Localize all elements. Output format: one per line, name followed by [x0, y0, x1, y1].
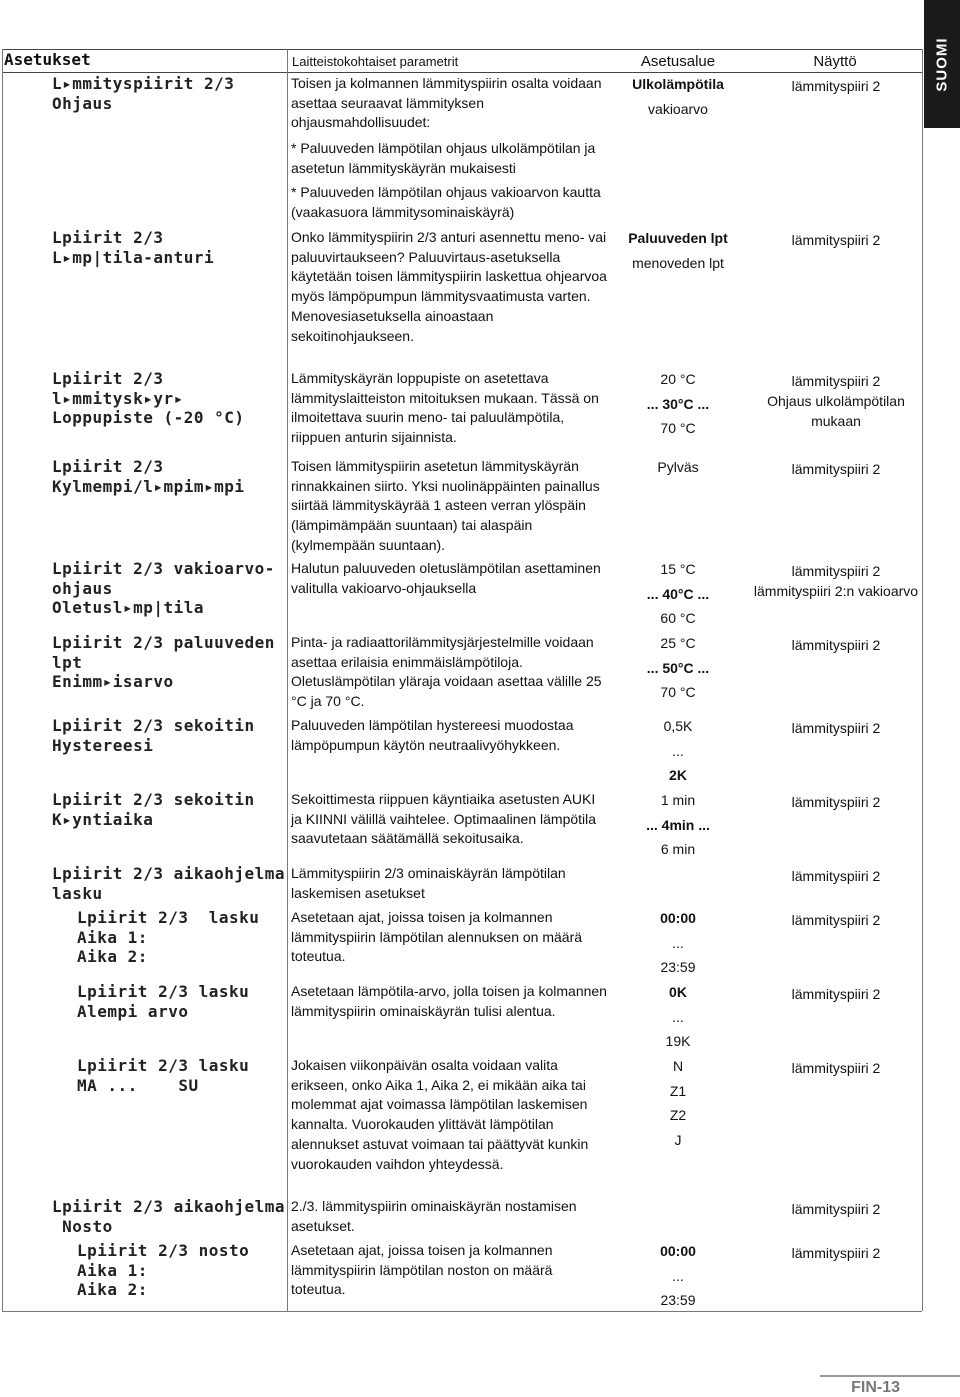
setting-range-value: 0K: [669, 984, 687, 1000]
setting-range-value: menoveden lpt: [632, 254, 724, 271]
setting-range-value: 00:00: [660, 1243, 696, 1259]
setting-range-value: ... 30°C ...: [646, 395, 710, 412]
display-target: lämmityspiiri 2: [791, 232, 881, 248]
display-target: lämmityspiiri 2: [791, 78, 881, 94]
setting-range: [588, 714, 768, 788]
column-divider: [287, 49, 288, 1311]
setting-range-value: Pylväs: [657, 459, 699, 475]
setting-range-value: 70 °C: [660, 684, 696, 701]
display-target: lämmityspiiri 2 Ohjaus ulkolämpötilan mukaan: [767, 373, 905, 429]
display-text: Lpiirit 2/3 nosto Aika 1: Aika 2:: [77, 1241, 250, 1299]
parameter-description: Lämmityspiirin 2/3 ominaiskäyrän lämpötilan laskemisen asetukset: [291, 865, 566, 901]
display-text: Lpiirit 2/3 L▸mp|tila-anturi: [52, 228, 215, 267]
setting-range-value: J: [674, 1132, 682, 1149]
display-text: Lpiirit 2/3 aikaohjelma lasku: [52, 864, 286, 903]
display-target: lämmityspiiri 2: [791, 1060, 881, 1076]
display-text: Lpiirit 2/3 sekoitin Hystereesi: [52, 716, 255, 755]
parameter-description: Asetetaan ajat, joissa toisen ja kolmannen lämmityspiirin lämpötilan alennuksen on määrä toteutua.: [291, 909, 583, 965]
setting-range-value: 1 min: [660, 792, 696, 808]
footer-divider: [820, 1375, 960, 1377]
parameter-description: Asetetaan ajat, joissa toisen ja kolmannen lämmityspiirin lämpötilan noston on määrä toteutua.: [291, 1242, 553, 1298]
display-text: Lpiirit 2/3 vakioarvo- ohjaus Oletusl▸mp|tila: [52, 559, 275, 617]
setting-range-value: ... 50°C ...: [646, 659, 710, 676]
setting-range-value: 60 °C: [660, 610, 696, 627]
setting-range-value: ...: [672, 742, 684, 759]
parameter-description: Toisen lämmityspiirin asetetun lämmityskäyrän rinnakkainen siirto. Yksi nuolinäppäinten painallus siirtää lämmityskäyrää 1 asteen verran ylöspäin (lämpimämpään suuntaan) tai alaspäin (kylmempään suuntaan).: [291, 458, 600, 553]
setting-range: [588, 367, 768, 441]
header-settings: Asetukset: [4, 50, 91, 69]
setting-range-value: 23:59: [660, 959, 696, 976]
setting-range-value: ... 4min ...: [646, 816, 710, 833]
parameter-description-option: * Paluuveden lämpötilan ohjaus vakioarvon kautta (vaakasuora lämmitysominaiskäyrä): [291, 184, 601, 220]
setting-range: [588, 1054, 768, 1153]
column-divider: [2, 49, 3, 1311]
display-target: lämmityspiiri 2: [791, 461, 881, 477]
language-tab: [924, 0, 960, 128]
display-target: lämmityspiiri 2: [791, 1245, 881, 1261]
table-bottom-border: [2, 1311, 922, 1312]
parameter-description: Paluuveden lämpötilan hystereesi muodostaa lämpöpumpun käytön neutraalivyöhykkeen.: [291, 717, 574, 753]
display-text: Lpiirit 2/3 lasku Alempi arvo: [77, 982, 250, 1021]
parameter-description: Onko lämmityspiirin 2/3 anturi asennettu meno- vai paluuvirtaukseen? Paluuvirtaus-asetuksella käytetään toisen lämmityspiirin laskettua ohjearvoa myös lämpöpumpun lämmitysvaatimusta varten. Menovesiasetuksella ainoastaan sekoitinohjaukseen.: [291, 229, 607, 344]
setting-range-value: ...: [672, 1267, 684, 1284]
setting-range: [588, 906, 768, 980]
display-text: Lpiirit 2/3 lasku Aika 1: Aika 2:: [77, 908, 260, 966]
parameter-description: 2./3. lämmityspiirin ominaiskäyrän nostamisen asetukset.: [291, 1198, 577, 1234]
setting-range-value: vakioarvo: [648, 100, 708, 117]
parameter-description: Halutun paluuveden oletuslämpötilan asettaminen valitulla vakioarvo-ohjauksella: [291, 560, 601, 596]
parameter-description: Toisen ja kolmannen lämmityspiirin osalta voidaan asettaa seuraavat lämmityksen ohjausmahdollisuudet:: [291, 75, 602, 131]
setting-range-value: Ulkolämpötila: [632, 76, 724, 92]
display-target: lämmityspiiri 2 lämmityspiiri 2:n vakioarvo: [753, 563, 919, 599]
setting-range-value: ... 40°C ...: [646, 585, 710, 602]
language-tab-label: SUOMI: [933, 36, 951, 92]
display-target: lämmityspiiri 2: [791, 1201, 881, 1217]
column-divider: [922, 49, 923, 1311]
display-target: lämmityspiiri 2: [791, 794, 881, 810]
display-text: Lpiirit 2/3 aikaohjelma Nosto: [52, 1197, 286, 1236]
setting-range-value: 19K: [665, 1033, 691, 1050]
setting-range-value: 6 min: [660, 841, 696, 858]
setting-range: [588, 1239, 768, 1313]
display-text: Lpiirit 2/3 l▸mmitysk▸yr▸ Loppupiste (-20 °C): [52, 369, 245, 427]
parameter-description-option: * Paluuveden lämpötilan ohjaus ulkolämpötilan ja asetetun lämmityskäyrän mukaisesti: [291, 140, 596, 176]
display-text: L▸mmityspiirit 2/3 Ohjaus: [52, 74, 235, 113]
setting-range: [588, 226, 768, 275]
display-text: Lpiirit 2/3 sekoitin K▸yntiaika: [52, 790, 255, 829]
setting-range: [588, 72, 768, 121]
header-range: Asetusalue: [640, 53, 716, 70]
display-text: Lpiirit 2/3 Kylmempi/l▸mpim▸mpi: [52, 457, 245, 496]
setting-range-value: 25 °C: [660, 635, 696, 651]
header-display: Näyttö: [813, 53, 857, 70]
setting-range-value: 20 °C: [660, 371, 696, 387]
display-target: lämmityspiiri 2: [791, 720, 881, 736]
page-number: FIN-13: [851, 1379, 900, 1396]
setting-range: [588, 980, 768, 1054]
setting-range-value: Z1: [669, 1082, 687, 1099]
setting-range-value: Paluuveden lpt: [628, 230, 728, 246]
parameter-description: Asetetaan lämpötila-arvo, jolla toisen ja kolmannen lämmityspiirin ominaiskäyrän tulisi alentua.: [291, 983, 607, 1019]
parameter-description: Sekoittimesta riippuen käyntiaika asetusten AUKI ja KIINNI välillä vaihtelee. Optimaalinen lämpötila saavutetaan säätämällä sekoitusaika.: [291, 791, 597, 847]
display-text: Lpiirit 2/3 paluuveden lpt Enimm▸isarvo: [52, 633, 275, 691]
parameter-description: Pinta- ja radiaattorilämmitysjärjestelmille voidaan asettaa erilaisia enimmäislämpötiloja. Oletuslämpötilan yläraja voidaan asettaa välille 25 °C ja 70 °C.: [291, 634, 602, 710]
parameter-description: Lämmityskäyrän loppupiste on asetettava lämmityslaitteiston mitoituksen mukaan. Tässä on ilmoitettava suurin meno- tai paluulämpötila, riippuen anturin sijainnista.: [291, 370, 599, 446]
display-target: lämmityspiiri 2: [791, 912, 881, 928]
setting-range-value: 2K: [669, 767, 687, 784]
display-target: lämmityspiiri 2: [791, 868, 881, 884]
header-param: Laitteistokohtaiset parametrit: [292, 54, 459, 69]
setting-range-value: N: [672, 1058, 684, 1074]
setting-range: [588, 788, 768, 862]
display-target: lämmityspiiri 2: [791, 637, 881, 653]
setting-range-value: Z2: [669, 1107, 687, 1124]
setting-range-value: 00:00: [660, 910, 696, 926]
setting-range: [588, 631, 768, 705]
display-text: Lpiirit 2/3 lasku MA ... SU: [77, 1056, 250, 1095]
setting-range: [588, 557, 768, 631]
setting-range-value: ...: [672, 1008, 684, 1025]
setting-range-value: 70 °C: [660, 420, 696, 437]
setting-range-value: 15 °C: [660, 561, 696, 577]
setting-range-value: 0,5K: [663, 718, 693, 734]
setting-range: [588, 455, 768, 480]
parameter-description: Jokaisen viikonpäivän osalta voidaan valita erikseen, onko Aika 1, Aika 2, ei mikään aika tai molemmat ajat voimassa lämpötilan laskemisen kannalta. Vuorokauden ylittävät lämpötilan alennukset astuvat voimaan tai päättyvät kunkin vuorokauden vaihdon yhteydessä.: [291, 1057, 589, 1172]
display-target: lämmityspiiri 2: [791, 986, 881, 1002]
setting-range-value: 23:59: [660, 1292, 696, 1309]
setting-range-value: ...: [672, 934, 684, 951]
